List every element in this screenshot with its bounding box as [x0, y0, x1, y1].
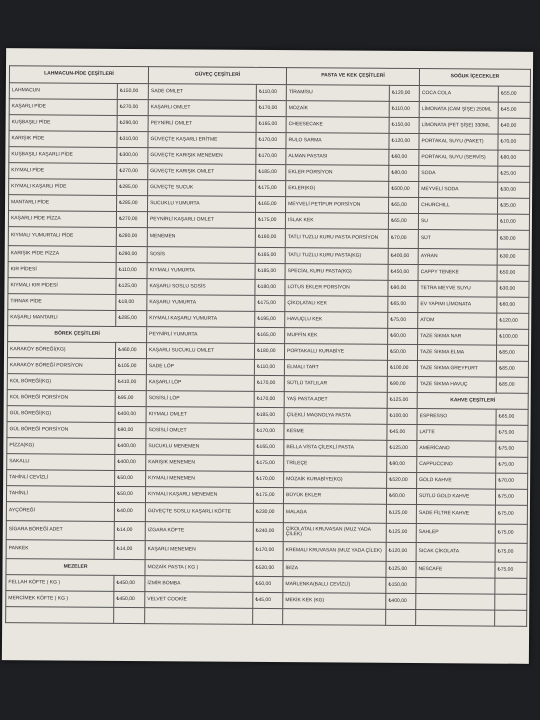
item-price: ₺195,00 [255, 311, 285, 327]
item-name: SOSİSLİ LÖP [146, 391, 254, 408]
item-price: ₺45,00 [387, 424, 417, 440]
item-price: ₺400,00 [115, 454, 146, 470]
item-price: ₺95,00 [115, 390, 146, 406]
item-price: ₺125,00 [387, 392, 417, 408]
item-price: ₺110,00 [116, 262, 147, 278]
item-price: ₺170,00 [254, 423, 284, 439]
item-price: ₺285,00 [117, 195, 148, 211]
item-name: ISLAK KEK [285, 213, 388, 230]
item-name: BELLA VİSTA ÇİLEKLİ PASTA [284, 440, 387, 457]
item-price: ₺285,00 [116, 310, 147, 326]
item-name: KUŞBAŞILI PİDE [9, 115, 117, 132]
item-name: KOL BÖREĞİ(KG) [7, 374, 115, 391]
item-name: SUCUKLU YUMURTA [148, 196, 256, 213]
item-price: ₺75,00 [495, 489, 527, 505]
item-name: EV YAPIMI LİMONATA [418, 297, 497, 314]
item-name: ALMAN PASTASI [286, 149, 389, 166]
item-price: ₺125,00 [386, 504, 416, 523]
item-price: ₺175,00 [255, 295, 285, 311]
item-name: KAŞARLI YUMURTA [147, 295, 255, 312]
item-price: ₺300,00 [117, 147, 148, 163]
item-name: GOLD KAHVE [417, 473, 496, 490]
item-name: LOTUS EKLER PORSİYON [285, 280, 388, 297]
item-name: CHURCHILL [419, 198, 498, 215]
item-name: GÜVEÇTE KARIŞIK MENEMEN [148, 148, 256, 165]
item-price: ₺120,00 [389, 133, 419, 149]
item-name: TAHİNLİ [6, 486, 114, 503]
item-name: MOZAİK PASTA ( KG ) [145, 560, 253, 577]
item-name: GÜVEÇTE SUCUK [148, 180, 256, 197]
item-price: ₺125,00 [386, 523, 416, 542]
item-name: MEKİK KEK (KG) [283, 593, 386, 610]
item-price: ₺185,00 [254, 407, 284, 423]
item-price: ₺450,00 [114, 575, 145, 591]
item-price: ₺100,00 [387, 408, 417, 424]
item-price: ₺400,00 [388, 248, 418, 264]
item-name: TATLI TUZLU KURU PASTA PORSİYON [285, 229, 388, 249]
item-name: KIYMALI MENEMEN [146, 471, 254, 488]
item-price: ₺70,00 [496, 473, 528, 489]
item-price: ₺180,00 [254, 343, 284, 359]
item-name: ATOM [418, 313, 497, 330]
item-price: ₺120,00 [386, 542, 416, 561]
section-heading: BÖREK ÇEŞİTLERİ [8, 326, 147, 343]
item-name: SÜT [418, 230, 497, 250]
item-price: ₺175,00 [253, 487, 283, 503]
item-price [253, 608, 283, 624]
item-name: MERCİMEK KÖFTE ( KG ) [6, 591, 114, 608]
column-header: GÜVEÇ ÇEŞİTLERİ [148, 67, 286, 85]
item-price [114, 607, 145, 623]
item-price: ₺65,00 [389, 197, 419, 213]
item-name: TATLI TUZLU KURU PASTA(KG) [285, 248, 388, 265]
item-price: ₺40,00 [498, 118, 530, 134]
item-price: ₺80,00 [498, 150, 530, 166]
item-price: ₺85,00 [497, 345, 529, 361]
item-price: ₺40,00 [114, 502, 145, 521]
item-price: ₺170,00 [254, 375, 284, 391]
item-price: ₺75,00 [496, 425, 528, 441]
item-name: SAHLEP [416, 524, 495, 544]
item-price: ₺14,00 [114, 521, 145, 540]
item-price: ₺180,00 [255, 279, 285, 295]
item-name: MARLENKA(BALLI CEVİZLİ) [283, 577, 386, 594]
item-name: GÜVEÇTE SOSLU KAŞARLI KÖFTE [145, 503, 253, 523]
item-price: ₺185,00 [255, 263, 285, 279]
item-price: ₺60,00 [388, 328, 418, 344]
item-name: GÜL BÖREĞİ(KG) [7, 406, 115, 423]
item-price: ₺170,00 [253, 541, 283, 560]
item-name: HAVUÇLU KEK [285, 312, 388, 329]
item-price: ₺80,00 [389, 165, 419, 181]
item-name: MALAGA [283, 504, 386, 524]
item-name: TAZE SIKMA NAR [418, 329, 497, 346]
item-price: ₺75,00 [388, 312, 418, 328]
item-name [416, 610, 495, 627]
item-name: KARIŞIK MENEMEN [146, 455, 254, 472]
item-name: SAKALLI [7, 454, 115, 471]
item-price: ₺90,00 [388, 280, 418, 296]
item-price: ₺125,00 [116, 278, 147, 294]
item-name: GÜVEÇTE KARIŞIK OMLET [148, 164, 256, 181]
item-price: ₺150,00 [389, 117, 419, 133]
item-name [283, 609, 386, 626]
item-price: ₺410,00 [115, 374, 146, 390]
item-name: TIRNAK PİDE [8, 294, 116, 311]
item-name: EKLER(KG) [286, 181, 389, 198]
item-name: CAPPY TENEKE [418, 265, 497, 282]
item-name [6, 607, 114, 624]
item-name: PEYNİRLİ KAŞARLI OMLET [147, 212, 255, 229]
item-name: SÜTLÜ TATLILAR [284, 376, 387, 393]
item-name: PEYNİRLİ OMLET [148, 116, 256, 133]
item-name: TRİLEÇE [284, 456, 387, 473]
item-name: TİRAMİSU [286, 85, 389, 102]
item-name: KARAKÖY BÖREĞİ(KG) [7, 342, 115, 359]
item-price: ₺170,00 [256, 100, 286, 116]
item-name: GÜL BÖREĞİ PORSİYON [7, 422, 115, 439]
item-price [386, 609, 416, 625]
item-name: TAHİNLİ CEVİZLİ [7, 470, 115, 487]
item-name: KIYMALI KAŞARLI PİDE [9, 179, 117, 196]
item-name: MENEMEN [147, 228, 255, 248]
item-price: ₺185,00 [256, 164, 286, 180]
item-name: MANTARLI PİDE [9, 195, 117, 212]
item-name: AYÇÖREĞİ [6, 502, 114, 522]
item-name: FELLAH KÖFTE ( KG ) [6, 575, 114, 592]
item-name: GÜVEÇTE KAŞARLI ERİTME [148, 132, 256, 149]
item-price: ₺45,00 [253, 592, 283, 608]
item-name: KAŞARLI SUCUKLU OMLET [146, 343, 254, 360]
item-price: ₺85,00 [496, 361, 528, 377]
item-price: ₺75,00 [495, 562, 527, 578]
item-name: KUŞBAŞILI KAŞARLI PİDE [9, 147, 117, 164]
item-name: BÜYÜK EKLER [284, 488, 387, 505]
item-name: KAŞARLI OMLET [148, 100, 256, 117]
item-name: MUFFİN KEK [285, 328, 388, 345]
column-header: SOĞUK İÇECEKLER [419, 69, 530, 87]
item-name: KIR PİDESİ [8, 262, 116, 279]
item-price [495, 578, 527, 594]
item-name: SADE LÖP [146, 359, 254, 376]
item-price: ₺450,00 [388, 264, 418, 280]
item-price: ₺14,00 [114, 540, 145, 559]
item-name: IZGARA KÖFTE [145, 522, 253, 542]
item-name: KESME [284, 424, 387, 441]
item-price: ₺400,00 [115, 438, 146, 454]
item-name [416, 578, 495, 595]
item-name: PORTAKALLI KURABİYE [285, 344, 388, 361]
item-price: ₺90,00 [115, 422, 146, 438]
item-name: CHEESECAKE [286, 117, 389, 134]
item-price: ₺90,00 [387, 376, 417, 392]
item-name: TAZE SIKMA ELMA [418, 345, 497, 362]
item-name: KAŞARLI LÖP [146, 375, 254, 392]
item-name: RULO SARMA [286, 133, 389, 150]
item-name: PEYNİRLİ YUMURTA [147, 327, 255, 344]
item-name: KARIŞIK PİDE [9, 131, 117, 148]
section-heading: MEZELER [6, 559, 145, 576]
item-price: ₺50,00 [115, 470, 146, 486]
item-price: ₺50,00 [114, 486, 145, 502]
item-price: ₺85,00 [496, 377, 528, 393]
item-name [145, 608, 253, 625]
item-name: KAŞARLI MENEMEN [145, 541, 253, 561]
item-price: ₺30,00 [498, 182, 530, 198]
item-name: SUCUKLU MENEMEN [146, 439, 254, 456]
item-name: VELVET COOKİE [145, 592, 253, 609]
item-name: ESPRESSO [417, 409, 496, 426]
item-price: ₺75,00 [495, 505, 527, 524]
item-price: ₺125,00 [387, 440, 417, 456]
item-price: ₺450,00 [114, 591, 145, 607]
item-price: ₺65,00 [388, 296, 418, 312]
item-price: ₺65,00 [388, 213, 418, 229]
item-name: TETRA MEYVE SUYU [418, 281, 497, 298]
item-price: ₺120,00 [389, 85, 419, 101]
item-price: ₺290,00 [116, 246, 147, 262]
item-name: SPECİAL KURU PASTA(KG) [285, 264, 388, 281]
item-name: KAŞARLI MANTARLI [8, 310, 116, 327]
item-price: ₺90,00 [387, 456, 417, 472]
item-name: KIYMALI KAŞARLI YUMURTA [147, 311, 255, 328]
item-name: ELMALI TART [284, 360, 387, 377]
item-price: ₺110,00 [389, 101, 419, 117]
item-price: ₺165,00 [255, 327, 285, 343]
item-price: ₺170,00 [254, 471, 284, 487]
item-price: ₺45,00 [498, 102, 530, 118]
item-price: ₺100,00 [387, 360, 417, 376]
item-price: ₺50,00 [388, 344, 418, 360]
item-price [495, 594, 527, 610]
item-name: ÇİLEKLİ MAGNOLYA PASTA [284, 408, 387, 425]
item-price: ₺165,00 [254, 439, 284, 455]
item-price: ₺150,00 [386, 577, 416, 593]
item-price: ₺10,00 [497, 214, 529, 230]
item-price: ₺270,00 [116, 211, 147, 227]
item-name: LİMONATA (PET ŞİŞE) 330ML [419, 118, 498, 135]
item-name: ÇİKOLATALI KRUVASAN (MUZ YADA ÇİLEK) [283, 523, 386, 543]
item-name: İZMİR BOMBA [145, 576, 253, 593]
item-name: CAPPUCCINO [417, 457, 496, 474]
item-price: ₺270,00 [117, 99, 148, 115]
item-price: ₺30,00 [497, 249, 529, 265]
item-price: ₺70,00 [498, 134, 530, 150]
item-name: PORTAKAL SUYU (SERVİS) [419, 150, 498, 167]
item-price: ₺175,00 [256, 180, 286, 196]
item-price: ₺55,00 [498, 86, 530, 102]
item-price: ₺30,00 [497, 281, 529, 297]
item-price: ₺175,00 [255, 212, 285, 228]
item-price: ₺60,00 [386, 488, 416, 504]
item-price: ₺105,00 [115, 358, 146, 374]
item-name: KREMALI KRUVASAN (MUZ YADA ÇİLEK) [283, 542, 386, 562]
item-price: ₺170,00 [256, 132, 286, 148]
column-header: PASTA VE KEK ÇEŞİTLERİ [286, 68, 419, 86]
item-name: İBİZA [283, 561, 386, 578]
item-name: COCA COLA [419, 86, 498, 103]
column-header: LAHMACUN-PİDE ÇEŞİTLERİ [9, 66, 148, 84]
item-price: ₺290,00 [117, 115, 148, 131]
item-name: SADE OMLET [148, 84, 256, 101]
item-name: AMERİCANO [417, 441, 496, 458]
item-price: ₺125,00 [386, 561, 416, 577]
item-name: KARAKÖY BÖREĞİ PORSİYON [7, 358, 115, 375]
item-price: ₺65,00 [496, 409, 528, 425]
item-name: MEYVELİ PETİFUR PORSİYON [286, 197, 389, 214]
item-price: ₺50,00 [253, 576, 283, 592]
item-price: ₺35,00 [498, 198, 530, 214]
item-name: PİZZA(KG) [7, 438, 115, 455]
item-price: ₺175,00 [254, 455, 284, 471]
item-name: AYRAN [418, 249, 497, 266]
item-price: ₺110,00 [256, 84, 286, 100]
item-name: KOL BÖREĞİ PORSİYON [7, 390, 115, 407]
item-price: ₺100,00 [497, 329, 529, 345]
item-price: ₺150,00 [117, 83, 148, 99]
item-price: ₺310,00 [117, 131, 148, 147]
item-name: KIYMALI KAŞARLI MENEMEN [145, 487, 253, 504]
item-name: KAŞARLI SOSLU SOSİS [147, 279, 255, 296]
item-name: SOSİSLİ OMLET [146, 423, 254, 440]
item-price: ₺110,00 [254, 359, 284, 375]
item-price: ₺170,00 [254, 391, 284, 407]
item-price: ₺18,00 [116, 294, 147, 310]
item-price: ₺160,00 [255, 228, 285, 247]
item-price: ₺400,00 [115, 406, 146, 422]
item-name: MEYVELİ SODA [419, 182, 498, 199]
item-price: ₺270,00 [117, 163, 148, 179]
item-price: ₺170,00 [256, 148, 286, 164]
item-price: ₺165,00 [256, 116, 286, 132]
item-price: ₺280,00 [116, 227, 147, 246]
item-name: SİGARA BÖREĞİ ADET [6, 521, 114, 541]
item-price: ₺30,00 [497, 230, 529, 249]
item-name: LAHMACUN [9, 83, 117, 100]
item-name: PORTAKAL SUYU (PAKET) [419, 134, 498, 151]
item-price: ₺460,00 [115, 342, 146, 358]
item-price: ₺400,00 [386, 593, 416, 609]
item-name: KARIŞIK PİDE PİZZA [8, 246, 116, 263]
item-price [495, 610, 527, 626]
item-name: SOSİS [147, 247, 255, 264]
item-price: ₺165,00 [255, 247, 285, 263]
item-name: KIYMALI YUMURTA [147, 263, 255, 280]
menu-paper [2, 48, 533, 664]
item-name: TAZE SIKMA GREYFURT [417, 361, 496, 378]
item-name: SU [418, 214, 497, 231]
item-name: EKLER PORSİYON [286, 165, 389, 182]
item-name: ÇİKOLATALI KEK [285, 296, 388, 313]
item-name [416, 594, 495, 611]
item-name: LİMONATA (CAM ŞİŞE) 250ML [419, 102, 498, 119]
item-name: PANKEK [6, 540, 114, 560]
item-name: KIYMALI PİDE [9, 163, 117, 180]
item-name: LATTE [417, 425, 496, 442]
item-price: ₺50,00 [497, 265, 529, 281]
item-price: ₺240,00 [253, 522, 283, 541]
item-name: KIYMALI KIR PİDESİ [8, 278, 116, 295]
item-name: MOZAİK KURABİYE(KG) [284, 472, 387, 489]
table-row [6, 607, 527, 627]
item-price: ₺60,00 [389, 149, 419, 165]
item-name: SODA [419, 166, 498, 183]
item-name: NESCAFE [416, 562, 495, 579]
item-name: TAZE SIKMA HAVUÇ [417, 377, 496, 394]
price-table-body [6, 66, 531, 627]
item-price: ₺25,00 [498, 166, 530, 182]
item-price: ₺120,00 [497, 313, 529, 329]
price-table [5, 65, 531, 627]
item-price: ₺70,00 [388, 229, 418, 248]
item-price: ₺60,00 [497, 297, 529, 313]
item-price: ₺520,00 [387, 472, 417, 488]
item-name: YAŞ PASTA ADET [284, 392, 387, 409]
item-name: KAŞARLI PİDE PİZZA [8, 211, 116, 228]
item-name: KIYMALI OMLET [146, 407, 254, 424]
section-heading: KAHVE ÇEŞİTLERİ [417, 393, 528, 410]
item-price: ₺75,00 [495, 543, 527, 562]
item-price: ₺75,00 [496, 457, 528, 473]
item-price: ₺285,00 [117, 179, 148, 195]
item-name: KAŞARLI PİDE [9, 99, 117, 116]
item-price: ₺520,00 [253, 560, 283, 576]
item-price: ₺75,00 [496, 441, 528, 457]
item-name: MOZAİK [286, 101, 389, 118]
item-price: ₺230,00 [253, 503, 283, 522]
item-name: KIYMALI YUMURTALI PİDE [8, 227, 116, 247]
item-name: SÜTLÜ GOLD KAHVE [416, 489, 495, 506]
item-price: ₺500,00 [389, 181, 419, 197]
item-price: ₺165,00 [256, 196, 286, 212]
item-name: SICAK ÇİKOLATA [416, 543, 495, 563]
item-price: ₺75,00 [495, 524, 527, 543]
item-name: SADE FİLTRE KAHVE [416, 505, 495, 525]
